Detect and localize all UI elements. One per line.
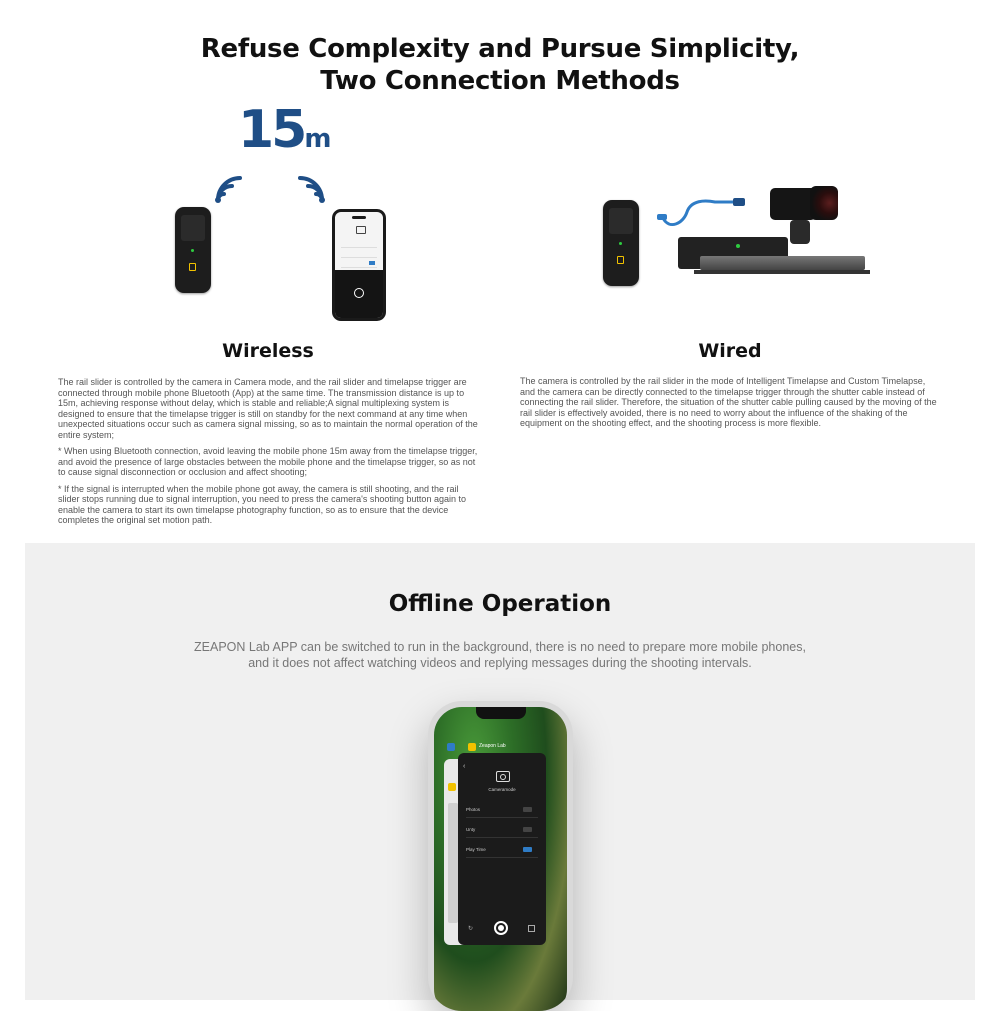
zeapon-app-card[interactable] [458,753,546,945]
wifi-signal-icon [212,170,248,206]
shutter-button-icon [354,288,364,298]
camera-icon [356,226,366,234]
app-switcher-icon [468,743,476,751]
shutter-button-icon[interactable] [494,921,508,935]
wireless-title: Wireless [222,340,314,362]
setting-row[interactable] [466,843,538,858]
shutter-cable [655,190,750,230]
wireless-description [58,377,480,532]
offline-description-line2: and it does not affect watching videos and replying messages during the shooting intervals. [248,656,752,670]
wifi-signal-icon [292,170,328,206]
phone-notch [476,707,526,719]
setting-row[interactable] [466,803,538,818]
wireless-paragraph: The rail slider is controlled by the camera in Camera mode, and the rail slider and timelapse trigger are connected through mobile phone Bluetooth (App) at the same time. The transmission distance is up to 15m, achieving response without delay, which is stable and reliable;A signal multiplexing system is designed to ensure that the timelapse trigger is still on standby for the next command at any time when unexpected situations occur such as camera signal missing, so as to maintain the normal operation of the entire system; [58,377,478,440]
setting-row[interactable] [466,823,538,838]
page-title-line1: Refuse Complexity and Pursue Simplicity, [200,34,800,64]
setting-label: Unty [466,827,476,832]
timelapse-trigger-remote [175,207,211,293]
wired-paragraph: The camera is controlled by the rail slider in the mode of Intelligent Timelapse and Custom Timelapse, and the camera can be directly connected to the timelapse trigger through the shutter cable instead of connecting the rail slider. Therefore, the situation of the shutter cable pulling caused by the moving of the rail slider is effectively avoided, there is no need to worry about the influence of the shaking of the equipment on the shooting effect, and the shooting process is more flexible. [520,376,937,428]
app-switcher-name: Zeapon Lab [479,743,506,749]
offline-description-line1: ZEAPON Lab APP can be switched to run in the background, there is no need to prepare more mobile phones, [194,640,806,654]
grid-icon[interactable] [528,925,535,932]
distance-value: 15 [238,100,305,160]
rotate-icon[interactable]: ↻ [468,926,474,932]
ball-head [790,220,810,244]
setting-label: Photos [466,807,481,812]
phone-screen [434,707,567,1011]
back-arrow-icon[interactable]: ‹ [463,763,466,770]
app-phone-small [332,209,386,321]
camera-lens [810,186,838,220]
app-icon [447,743,455,751]
wired-title: Wired [698,340,762,362]
phone-mockup [428,701,573,1011]
rail-slider-track [700,256,865,270]
distance-unit: m [304,124,332,154]
mode-label: Cameramode [488,787,516,792]
distance-label [238,100,331,160]
setting-label: Play Time [466,847,486,852]
wireless-note: * If the signal is interrupted when the mobile phone got away, the camera is still shooting, and the rail slider stops running due to signal interruption, you need to press the camera's shooting button again to enable the camera to start its own timelapse photography function, so as to ensure that the device completes the original set motion path. [58,483,466,525]
offline-section [25,543,975,1000]
timelapse-trigger-remote [603,200,639,286]
page-title-line2: Two Connection Methods [320,66,680,96]
offline-title: Offline Operation [388,591,612,617]
camera-icon [496,771,510,782]
wireless-note: * When using Bluetooth connection, avoid leaving the mobile phone 15m away from the timelapse trigger, and avoid the presence of large obstacles between the mobile phone and the timelapse trigger, so as not to cause signal disconnection or occlusion and affect shooting; [58,446,478,477]
wired-description [520,376,942,435]
